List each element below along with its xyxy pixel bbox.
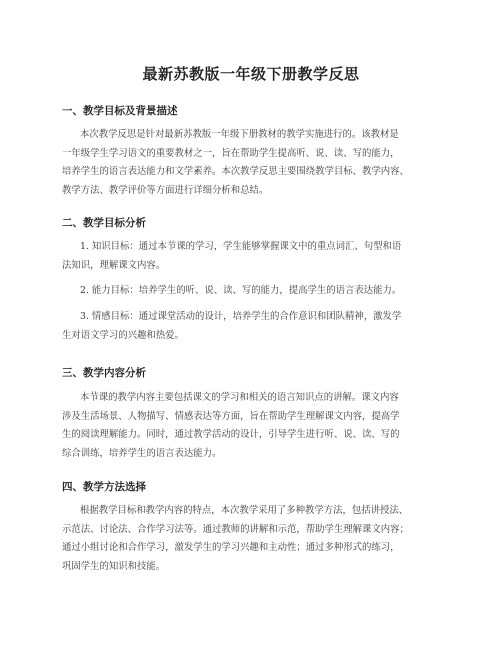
text-line: 培养学生的语言表达能力和文学素养。本次教学反思主要围绕教学目标、教学内容、 [62,166,409,178]
section-2-paragraph-1 [62,238,442,275]
section-heading-4: 四、教学方法选择 [62,481,146,493]
text-line: 通过小组讨论和合作学习，激发学生的学习兴趣和主动性；通过多种形式的练习， [62,542,400,554]
section-heading-2: 二、教学目标分析 [62,217,146,229]
text-line: 生的阅读理解能力。同时，通过教学活动的设计，引导学生进行听、说、读、写的 [62,429,400,441]
text-line: 教学方法、教学评价等方面进行详细分析和总结。 [62,184,269,196]
text-line: 本次教学反思是针对最新苏教版一年级下册教材的教学实施进行的。该教材是 [80,129,399,140]
text-line: 巩固学生的知识和技能。 [62,560,166,572]
text-line: 示范法、讨论法、合作学习法等。通过教师的讲解和示范，帮助学生理解课文内容； [62,523,409,535]
text-line: 本节课的教学内容主要包括课文的学习和相关的语言知识点的讲解。课文内容 [80,392,399,403]
text-line: 生对语文学习的兴趣和热爱。 [62,329,184,341]
text-line: 2. 能力目标：培养学生的听、说、读、写的能力，提高学生的语言表达能力。 [80,285,402,296]
section-heading-1: 一、教学目标及背景描述 [62,105,178,117]
text-line: 综合训练，培养学生的语言表达能力。 [62,447,222,459]
section-2-paragraph-3 [62,308,442,345]
section-1-paragraph-1 [62,126,442,200]
text-line: 根据教学目标和教学内容的特点，本次教学采用了多种教学方法，包括讲授法、 [80,505,409,516]
text-line: 一年级学生学习语文的重要教材之一，旨在帮助学生提高听、说、读、写的能力， [62,147,400,159]
document-title: 最新苏教版一年级下册教学反思 [142,65,360,83]
section-2-paragraph-2 [62,282,442,301]
text-line: 法知识，理解课文内容。 [62,259,166,271]
section-4-paragraph-1 [62,502,442,576]
section-heading-3: 三、教学内容分析 [62,367,146,379]
text-line: 涉及生活场景、人物描写、情感表达等方面，旨在帮助学生理解课文内容，提高学 [62,410,400,422]
text-line: 3. 情感目标：通过课堂活动的设计，培养学生的合作意识和团队精神，激发学 [80,311,402,322]
text-line: 1. 知识目标：通过本节课的学习，学生能够掌握课文中的重点词汇、句型和语 [80,241,402,252]
section-3-paragraph-1 [62,389,442,463]
